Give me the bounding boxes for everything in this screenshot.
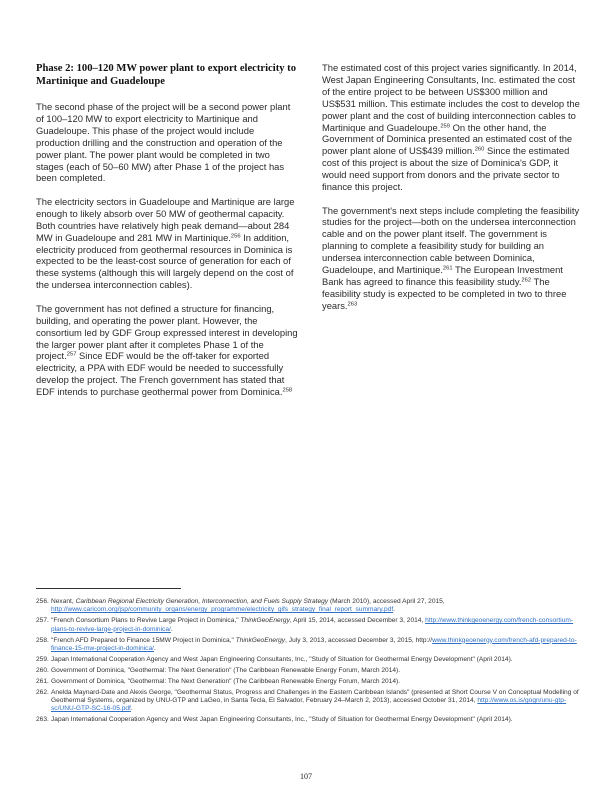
footnotes <box>36 598 580 727</box>
footnote-ref-257[interactable]: 257 <box>66 351 77 358</box>
footnote-256-link[interactable]: http://www.caricom.org/jsp/community_organs/energy_programme/electricity_gifs_strategy_final_report_summary.pdf <box>51 606 394 614</box>
footnote-262-link[interactable]: http://www.os.is/gogn/unu-gtp-sc/UNU-GTP-SC-16-05.pdf <box>51 697 567 713</box>
right-column <box>322 62 580 323</box>
footnote-259: 259. Japan International Cooperation Agency and West Japan Engineering Consultants, Inc., "Study of Situation for Geothermal Energy Development" (April 2014). <box>36 655 513 663</box>
footnote-ref-261[interactable]: 261 <box>442 265 453 272</box>
paragraph-phase2-intro: The second phase of the project will be a second power plant of 100–120 MW to export electricity to Martinique and Guadeloupe. This phase of the project would include production drilling and the construction and operation of the power plant. The power plant would be completed in two stages (each of 50–60 MW) after Phase 1 of the project has been completed. <box>36 101 291 184</box>
footnote-258: 258. "French AFD Prepared to Finance 15MW Project in Dominica," ThinkGeoEnergy, July 3, 2013, accessed December 3, 2015, http://www.thinkgeoenergy.com/french-afd-prepared-to-finance-15-mw-project-in-dominica/. <box>36 636 577 653</box>
footnote-ref-258[interactable]: 258 <box>282 387 293 394</box>
footnote-263: 263. Japan International Cooperation Agency and West Japan Engineering Consultants, Inc., "Study of Situation for Geothermal Energy Development" (April 2014). <box>36 716 513 724</box>
footnote-260: 260. Government of Dominica, "Geothermal: The Next Generation" (The Caribbean Renewable Energy Forum, March 2014). <box>36 666 401 674</box>
footnote-261: 261. Government of Dominica, "Geothermal: The Next Generation" (The Caribbean Renewable Energy Forum, March 2014). <box>36 677 401 685</box>
footnote-ref-260[interactable]: 260 <box>474 146 485 153</box>
left-column <box>36 62 298 410</box>
footnote-ref-263[interactable]: 263 <box>347 301 358 308</box>
footnote-divider <box>36 588 181 589</box>
footnote-257: 257. "French Consortium Plans to Revive Large Project in Dominica," ThinkGeoEnergy, April 15, 2014, accessed December 3, 2014, http://www.thinkgeoenergy.com/french-consortium-plans-to-revive-large-project-in-dominica/. <box>36 617 574 633</box>
footnote-ref-259[interactable]: 259 <box>440 123 450 130</box>
footnote-ref-262[interactable]: 262 <box>521 277 532 284</box>
footnote-256: 256. Nexant, Caribbean Regional Electricity Generation, Interconnection, and Fuels Supply Strategy (March 2010), accessed April 27, 2015, http://www.caricom.org/jsp/community_organs/energy_programme/electricity_gifs_strategy_final_report_summary.pdf. <box>36 598 445 614</box>
footnote-257-link[interactable]: http://www.thinkgeoenergy.com/french-consortium-plans-to-revive-large-project-in-dominica/ <box>51 617 574 633</box>
page-number: 107 <box>300 772 312 781</box>
section-title: Phase 2: 100–120 MW power plant to export electricity to Martinique and Guadeloupe <box>36 63 296 87</box>
paragraph-electricity-sectors: The electricity sectors in Guadeloupe and Martinique are large enough to likely absorb over 50 MW of geothermal capacity. Both countries have relatively high peak demand—about 284 MW in Guadeloupe and 281 MW in Martinique.$^{256}$ In addition, electricity produced from geothermal resources in Dominica is expected to be the least-cost source of generation for each of these systems (although this will largely depend on the cost of the undersea interconnection cables). <box>36 195 295 291</box>
footnote-258-link[interactable]: www.thinkgeoenergy.com/french-afd-prepared-to-finance-15-mw-project-in-dominica/ <box>51 636 577 653</box>
paragraph-estimated-cost: The estimated cost of this project varies significantly. In 2014, West Japan Engineering Consultants, Inc. estimated the cost of the entire project to be between US$300 million and US$531 million. This estimate includes the cost to develop the power plant and the cost of building interconnection cables to Martinique and Guadeloupe.$^{259}$ On the other hand, the Government of Dominica presented an estimated cost of the power plant alone of US$439 million.$^{260}$ Since the estimated cost of this project is about the size of Dominica's GDP, it would need support from donors and the private sector to finance this project. <box>322 62 580 193</box>
paragraph-financing-structure: The government has not defined a structure for financing, building, and operating the power plant. However, the consortium led by GDF Group expressed interest in developing the larger power plant after it completes Phase 1 of the project.$^{257}$ Since EDF would be the off-taker for exported electricity, a PPA with EDF would be needed to successfully develop the project. The French government has stated that EDF intends to purchase geothermal power from Dominica.$^{258}$ <box>36 302 298 398</box>
paragraph-next-steps: The government's next steps include completing the feasibility studies for the project—both on the undersea interconnection cable and on the power plant itself. The government is planning to complete a feasibility study for building an undersea interconnection cable between Dominica, Guadeloupe, and Martinique.$^{261}$ The European Investment Bank has agreed to finance this feasibility study.$^{262}$ The feasibility study is expected to be completed in two to three years.$^{263}$ <box>322 204 580 311</box>
footnote-ref-256[interactable]: 256 <box>230 233 241 240</box>
footnote-262: 262. Anelda Maynard-Date and Alexis George, "Geothermal Status, Progress and Challenges in the Eastern Caribbean Islands" (presented at Short Course V on Conceptual Modelling of Geothermal Systems, organized by UNU-GTP and LaGeo, in Santa Tecla, El Salvador, February 24–March 2, 2013), accessed October 31, 2014, http://www.os.is/gogn/unu-gtp-sc/UNU-GTP-SC-16-05.pdf. <box>36 688 579 713</box>
